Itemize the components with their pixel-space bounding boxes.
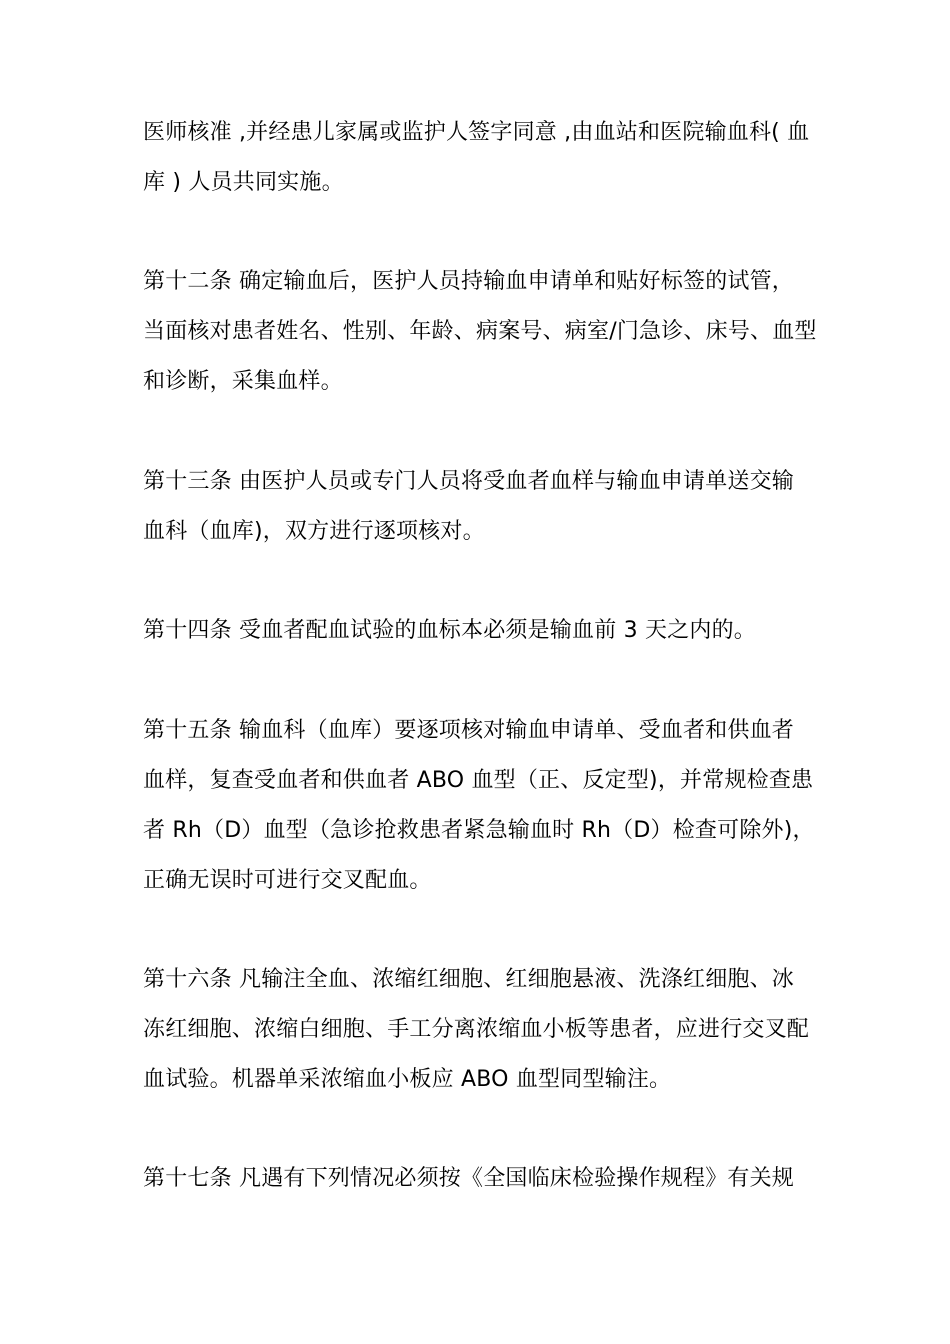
text-line: 第十四条 受血者配血试验的血标本必须是输血前 3 天之内的。 [143, 618, 756, 643]
article-12 [143, 257, 823, 407]
article-16 [143, 955, 823, 1105]
text-line: 第十六条 凡输注全血、浓缩红细胞、红细胞悬液、洗涤红细胞、冰 [143, 967, 794, 992]
article-17 [143, 1154, 823, 1204]
text-line: 和诊断，采集血样。 [143, 369, 343, 394]
text-line: 第十七条 凡遇有下列情况必须按《全国临床检验操作规程》有关规 [143, 1166, 794, 1191]
text-line: 血科（血库)，双方进行逐项核对。 [143, 519, 485, 544]
article-14 [143, 606, 823, 656]
text-line: 库 ) 人员共同实施。 [143, 170, 344, 195]
text-line: 当面核对患者姓名、性别、年龄、病案号、病室/门急诊、床号、血型 [143, 319, 817, 344]
article-15 [143, 706, 823, 906]
text-line: 第十二条 确定输血后，医护人员持输血申请单和贴好标签的试管， [143, 269, 794, 294]
text-line: 第十五条 输血科（血库）要逐项核对输血申请单、受血者和供血者 [143, 718, 794, 743]
text-line: 者 Rh（D）血型（急诊抢救患者紧急输血时 Rh（D）检查可除外)， [143, 818, 815, 843]
text-line: 冻红细胞、浓缩白细胞、手工分离浓缩血小板等患者，应进行交叉配 [143, 1017, 810, 1042]
article-13 [143, 457, 823, 557]
text-line: 血试验。机器单采浓缩血小板应 ABO 血型同型输注。 [143, 1067, 672, 1092]
text-line: 医师核准 ,并经患儿家属或监护人签字同意 ,由血站和医院输血科( 血 [143, 120, 810, 145]
paragraph-continuation [143, 108, 823, 208]
text-line: 第十三条 由医护人员或专门人员将受血者血样与输血申请单送交输 [143, 469, 794, 494]
text-line: 血样，复查受血者和供血者 ABO 血型（正、反定型)，并常规检查患 [143, 768, 814, 793]
text-line: 正确无误时可进行交叉配血。 [143, 868, 432, 893]
